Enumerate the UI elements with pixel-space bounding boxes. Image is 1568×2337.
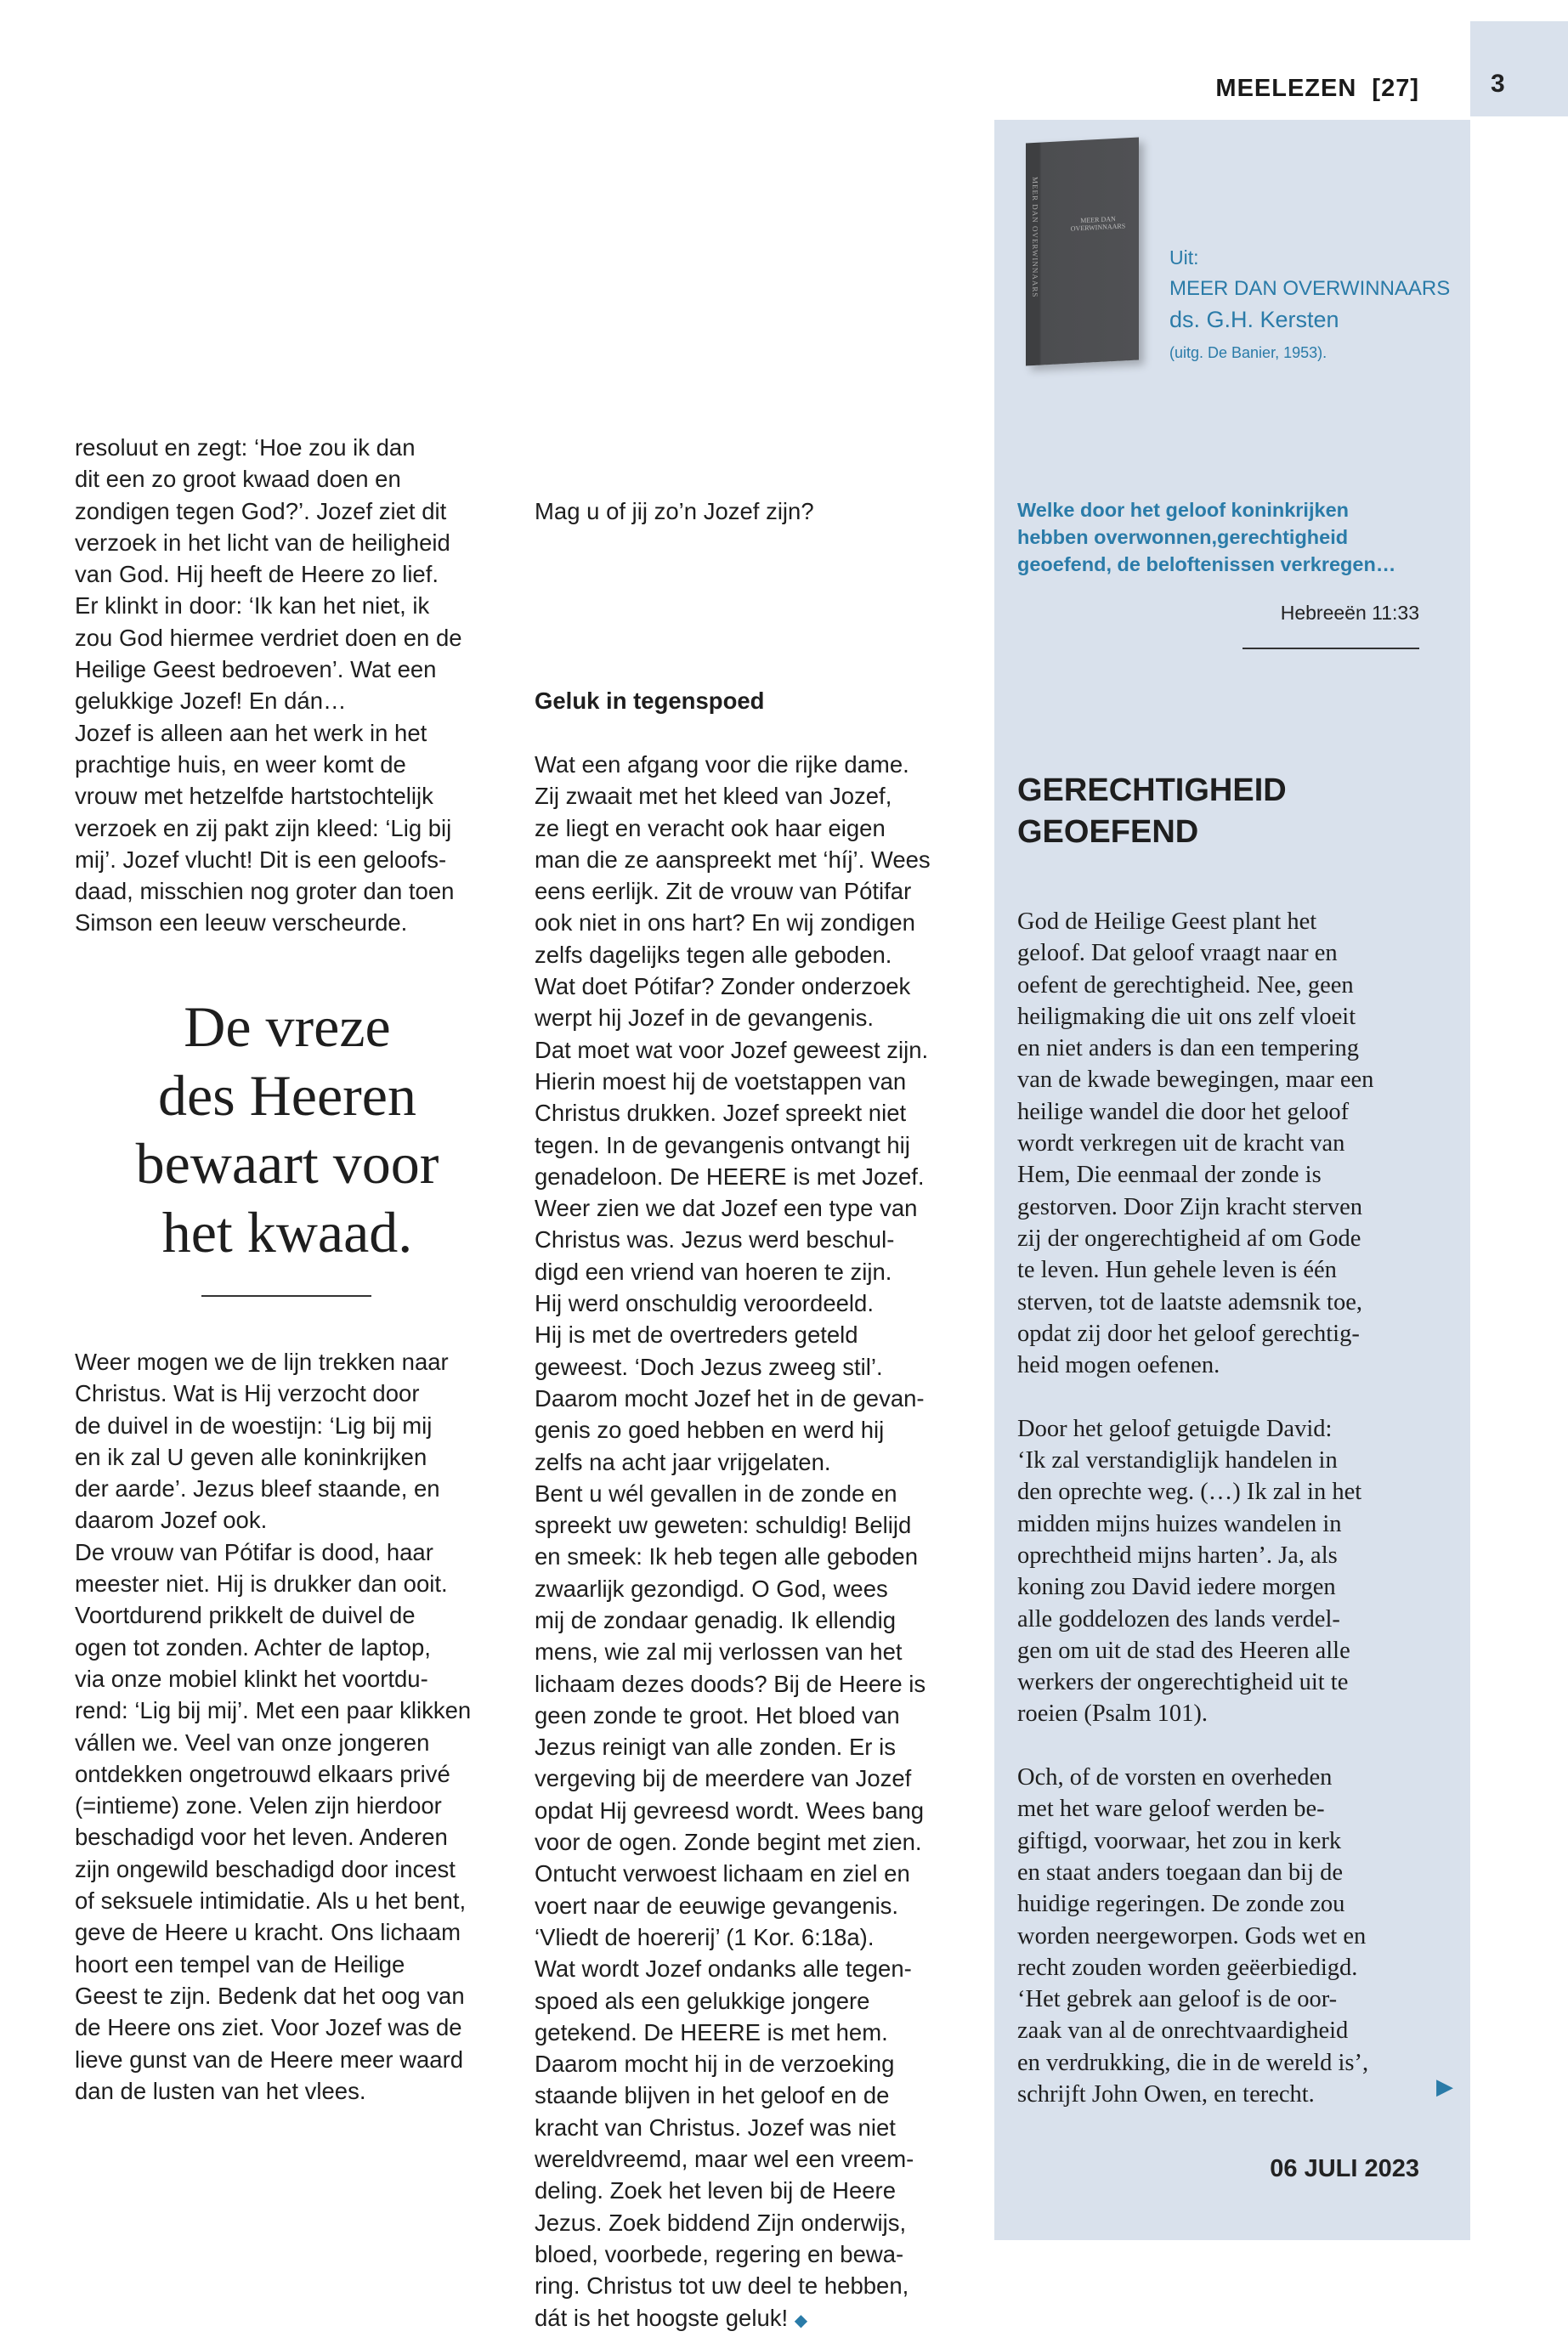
- text-line: midden mijns huizes wandelen in: [1017, 1510, 1342, 1537]
- divider: [201, 1295, 371, 1297]
- text-line: via onze mobiel klinkt het voortdu-: [75, 1665, 428, 1692]
- text-line: te leven. Hun gehele leven is één: [1017, 1257, 1337, 1284]
- intro-line: Mag u of jij zo’n Jozef zijn?: [535, 497, 814, 524]
- text-line: God de Heilige Geest plant het: [1017, 908, 1317, 935]
- text-line: Er klinkt in door: ‘Ik kan het niet, ik: [75, 592, 430, 620]
- text-line: eens eerlijk. Zit de vrouw van Pótifar: [535, 878, 912, 905]
- text-line: Zij zwaait met het kleed van Jozef,: [535, 783, 892, 810]
- text-line: oefent de gerechtigheid. Nee, geen: [1017, 971, 1354, 999]
- column1-bottom: [75, 1346, 471, 2107]
- text-line: lichaam dezes doods? Bij de Heere is: [535, 1670, 926, 1697]
- text-line: Hem, Die eenmaal der zonde is: [1017, 1162, 1322, 1189]
- credit-title: MEER DAN OVERWINNAARS: [1169, 277, 1451, 300]
- text-line: Geest te zijn. Bedenk dat het oog van: [75, 1982, 465, 2009]
- text-line: beschadigd voor het leven. Anderen: [75, 1824, 448, 1851]
- text-line: de Heere ons ziet. Voor Jozef was de: [75, 2014, 462, 2041]
- text-line: Bent u wél gevallen in de zonde en: [535, 1480, 897, 1507]
- text-line: den oprechte weg. (…) Ik zal in het: [1017, 1479, 1362, 1506]
- text-line: Jozef is alleen aan het werk in het: [75, 719, 427, 746]
- text-line: Voortdurend prikkelt de duivel de: [75, 1602, 416, 1629]
- end-diamond-icon: ◆: [794, 2311, 808, 2330]
- text-line: staande blijven in het geloof en de: [535, 2082, 890, 2109]
- text-line: opdat zij door het geloof gerechtig-: [1017, 1320, 1360, 1347]
- text-line: ogen tot zonden. Achter de laptop,: [75, 1633, 431, 1661]
- text-line: koning zou David iedere morgen: [1017, 1574, 1336, 1601]
- text-line: Weer mogen we de lijn trekken naar: [75, 1349, 449, 1375]
- text-line: Christus. Wat is Hij verzocht door: [75, 1380, 420, 1407]
- text-line: met het ware geloof werden be-: [1017, 1796, 1325, 1823]
- text-line: roeien (Psalm 101).: [1017, 1700, 1208, 1728]
- text-line: lieve gunst van de Heere meer waard: [75, 2046, 464, 2073]
- text-line: de duivel in de woestijn: ‘Lig bij mij: [75, 1412, 433, 1439]
- text-line: zaak van al de onrechtvaardigheid: [1017, 2017, 1349, 2045]
- text-line: ze liegt en veracht ook haar eigen: [535, 814, 886, 841]
- text-line: ‘Ik zal verstandiglijk handelen in: [1017, 1447, 1338, 1474]
- text-line: Weer zien we dat Jozef een type van: [535, 1195, 918, 1222]
- text-line: voert naar de eeuwige gevangenis.: [535, 1892, 899, 1919]
- text-line: zelfs na acht jaar vrijgelaten.: [535, 1448, 831, 1475]
- text-line: ring. Christus tot uw deel te hebben,: [535, 2272, 909, 2300]
- text-line: Door het geloof getuigde David:: [1017, 1415, 1333, 1442]
- text-line: zij der ongerechtigheid af om Gode: [1017, 1225, 1361, 1252]
- text-line: zelfs dagelijks tegen alle geboden.: [535, 941, 892, 968]
- text-line: genis zo goed hebben en werd hij: [535, 1417, 885, 1444]
- text-line: mij de zondaar genadig. Ik ellendig: [535, 1606, 897, 1633]
- column2: [535, 432, 931, 2334]
- text-line: van de kwade bewegingen, maar een: [1017, 1067, 1374, 1094]
- text-line: giftigd, voorwaar, het zou in kerk: [1017, 1827, 1342, 1854]
- text-line: recht zouden worden geëerbiedigd.: [1017, 1954, 1358, 1981]
- text-line: Jezus. Zoek biddend Zijn onderwijs,: [535, 2209, 907, 2236]
- text-line: hoort een tempel van de Heilige: [75, 1950, 405, 1978]
- bible-quote: Welke door het geloof koninkrijken hebben overwonnen,gerechtigheid geoefend, de beloftenissen verkregen…: [1017, 499, 1396, 575]
- text-line: mij’. Jozef vlucht! Dit is een geloofs-: [75, 846, 447, 873]
- text-line: ‘Vliedt de hoererij’ (1 Kor. 6:18a).: [535, 1923, 875, 1950]
- divider: [1243, 648, 1419, 649]
- text-line: man die ze aanspreekt met ‘híj’. Wees: [535, 846, 931, 873]
- text-line: dit een zo groot kwaad doen en: [75, 466, 401, 493]
- text-line: werkers der ongerechtigheid uit te: [1017, 1669, 1349, 1696]
- text-line: Ontucht verwoest lichaam en ziel en: [535, 1860, 910, 1887]
- text-line-end: dát is het hoogste geluk!: [535, 2304, 795, 2331]
- page-tab: [1470, 21, 1568, 116]
- subheading: Geluk in tegenspoed: [535, 688, 765, 715]
- text-line: verzoek en zij pakt zijn kleed: ‘Lig bij: [75, 814, 452, 841]
- text-line: heid mogen oefenen.: [1017, 1352, 1220, 1379]
- text-line: ‘Het gebrek aan geloof is de oor-: [1017, 1986, 1338, 2013]
- text-line: werpt hij Jozef in de gevangenis.: [535, 1004, 874, 1032]
- text-line: Simson een leeuw verscheurde.: [75, 909, 408, 936]
- text-line: sterven, tot de laatste ademsnik toe,: [1017, 1288, 1362, 1316]
- text-line: deling. Zoek het leven bij de Heere: [535, 2177, 896, 2204]
- text-line: en smeek: Ik heb tegen alle geboden: [535, 1543, 919, 1570]
- blank-line: [1017, 1730, 1373, 1762]
- text-line: mens, wie zal mij verlossen van het: [535, 1638, 903, 1666]
- blank-line: [535, 590, 931, 621]
- sidebar-body: [1017, 906, 1373, 2110]
- text-line: meester niet. Hij is drukker dan ooit.: [75, 1570, 448, 1598]
- text-line: bloed, voorbede, regering en bewa-: [535, 2240, 904, 2267]
- text-line: gelukkige Jozef! En dán…: [75, 688, 347, 715]
- text-line: genadeloon. De HEERE is met Jozef.: [535, 1163, 925, 1190]
- text-line: heilige wandel die door het geloof: [1017, 1098, 1350, 1125]
- text-line: gestorven. Door Zijn kracht sterven: [1017, 1193, 1362, 1220]
- text-line: ontdekken ongetrouwd elkaars privé: [75, 1760, 450, 1787]
- text-line: vrouw met hetzelfde hartstochtelijk: [75, 783, 433, 810]
- text-line: spreekt uw geweten: schuldig! Belijd: [535, 1512, 912, 1539]
- blank-line: [1017, 1381, 1373, 1412]
- text-line: zou God hiermee verdriet doen en de: [75, 624, 462, 651]
- text-line: prachtige huis, en weer komt de: [75, 750, 406, 778]
- text-line: Wat een afgang voor die rijke dame.: [535, 750, 909, 778]
- text-line: Hij is met de overtreders geteld: [535, 1321, 858, 1349]
- text-line: daad, misschien nog groter dan toen: [75, 878, 455, 905]
- text-line: en niet anders is dan een tempering: [1017, 1035, 1360, 1062]
- text-line: wereldvreemd, maar wel een vreem-: [535, 2146, 914, 2173]
- text-line: schrijft John Owen, en terecht.: [1017, 2080, 1315, 2108]
- credit-prefix: Uit:: [1169, 246, 1199, 269]
- text-line: worden neergeworpen. Gods wet en: [1017, 1922, 1367, 1949]
- text-line: zwaarlijk gezondigd. O God, wees: [535, 1575, 888, 1602]
- text-line: (=intieme) zone. Velen zijn hierdoor: [75, 1792, 442, 1819]
- text-line: alle goddelozen des lands verdel-: [1017, 1605, 1340, 1633]
- text-line: Christus drukken. Jozef spreekt niet: [535, 1100, 907, 1127]
- page-number: 3: [1491, 70, 1505, 98]
- text-line: geloof. Dat geloof vraagt naar en: [1017, 940, 1338, 967]
- text-line: verzoek in het licht van de heiligheid: [75, 529, 450, 556]
- text-line: voor de ogen. Zonde begint met zien.: [535, 1829, 922, 1856]
- text-line: huidige regeringen. De zonde zou: [1017, 1891, 1345, 1918]
- text-line: rend: ‘Lig bij mij’. Met een paar klikken: [75, 1697, 472, 1724]
- text-line: opdat Hij gevreesd wordt. Wees bang: [535, 1797, 925, 1824]
- text-line: ook niet in ons hart? En wij zondigen: [535, 909, 915, 936]
- text-line: gen om uit de stad des Heeren alle: [1017, 1637, 1350, 1664]
- pull-quote-line: des Heeren: [158, 1062, 416, 1128]
- text-line: en verdrukking, die in de wereld is’,: [1017, 2049, 1369, 2076]
- book-front-title: MEER DAN OVERWINNAARS: [1070, 214, 1126, 233]
- text-line: Hierin moest hij de voetstappen van: [535, 1067, 907, 1095]
- text-line: Wat wordt Jozef ondanks alle tegen-: [535, 1955, 912, 1983]
- text-line: der aarde’. Jezus bleef staande, en: [75, 1475, 440, 1502]
- text-line: zijn ongewild beschadigd door incest: [75, 1855, 456, 1882]
- text-line: of seksuele intimidatie. Als u het bent,: [75, 1887, 467, 1915]
- column1-top: [75, 432, 462, 939]
- pull-quote-line: De vreze: [184, 994, 391, 1059]
- credit-author: ds. G.H. Kersten: [1169, 307, 1339, 332]
- text-line: heiligmaking die uit ons zelf vloeit: [1017, 1003, 1356, 1030]
- text-line: kracht van Christus. Jozef was niet: [535, 2113, 896, 2141]
- section-header: MEELEZEN [27]: [1215, 75, 1419, 102]
- text-line: vállen we. Veel van onze jongeren: [75, 1729, 430, 1756]
- text-line: tegen. In de gevangenis ontvangt hij: [535, 1131, 910, 1158]
- text-line: van God. Hij heeft de Heere zo lief.: [75, 561, 439, 588]
- text-line: getekend. De HEERE is met hem.: [535, 2018, 888, 2046]
- text-line: Daarom mocht hij in de verzoeking: [535, 2051, 895, 2078]
- text-line: Daarom mocht Jozef het in de gevan-: [535, 1384, 925, 1412]
- sidebar-heading: GERECHTIGHEID GEOEFEND: [1017, 772, 1287, 850]
- text-line: Dat moet wat voor Jozef geweest zijn.: [535, 1036, 929, 1063]
- text-line: geen zonde te groot. Het bloed van: [535, 1701, 900, 1729]
- text-line: oprechtheid mijns harten’. Ja, als: [1017, 1542, 1338, 1569]
- text-line: daarom Jozef ook.: [75, 1507, 268, 1534]
- text-line: geweest. ‘Doch Jezus zweeg stil’.: [535, 1353, 883, 1380]
- text-line: Jezus reinigt van alle zonden. Er is: [535, 1734, 896, 1761]
- book-cover-image: [1026, 138, 1139, 366]
- text-line: en staat anders toegaan dan bij de: [1017, 1859, 1344, 1886]
- text-line: digd een vriend van hoeren te zijn.: [535, 1258, 892, 1285]
- text-line: Heilige Geest bedroeven’. Wat een: [75, 656, 437, 683]
- text-line: zondigen tegen God?’. Jozef ziet dit: [75, 497, 447, 524]
- text-line: resoluut en zegt: ‘Hoe zou ik dan: [75, 434, 416, 461]
- text-line: Christus was. Jezus werd beschul-: [535, 1226, 895, 1253]
- pull-quote-line: het kwaad.: [161, 1199, 413, 1265]
- text-line: [535, 2302, 931, 2334]
- pull-quote: [75, 993, 500, 1266]
- text-line: dan de lusten van het vlees.: [75, 2077, 366, 2104]
- text-line: Hij werd onschuldig veroordeeld.: [535, 1290, 874, 1317]
- pull-quote-line: bewaart voor: [135, 1131, 439, 1196]
- text-line: wordt verkregen uit de kracht van: [1017, 1130, 1345, 1157]
- text-line: spoed als een gelukkige jongere: [535, 1987, 870, 2014]
- text-line: Och, of de vorsten en overheden: [1017, 1764, 1333, 1791]
- credit-publisher: (uitg. De Banier, 1953).: [1169, 344, 1327, 361]
- text-line: Wat doet Pótifar? Zonder onderzoek: [535, 973, 911, 1000]
- continue-arrow-icon: ▶: [1436, 2074, 1453, 2099]
- text-line: geve de Heere u kracht. Ons lichaam: [75, 1919, 461, 1946]
- text-line: De vrouw van Pótifar is dood, haar: [75, 1538, 433, 1565]
- text-line: vergeving bij de meerdere van Jozef: [535, 1765, 912, 1792]
- quote-reference: Hebreeën 11:33: [1280, 602, 1419, 624]
- book-spine-title: MEER DAN OVERWINNAARS: [1031, 176, 1039, 298]
- issue-date: 06 JULI 2023: [1270, 2155, 1419, 2182]
- text-line: en ik zal U geven alle koninkrijken: [75, 1443, 427, 1470]
